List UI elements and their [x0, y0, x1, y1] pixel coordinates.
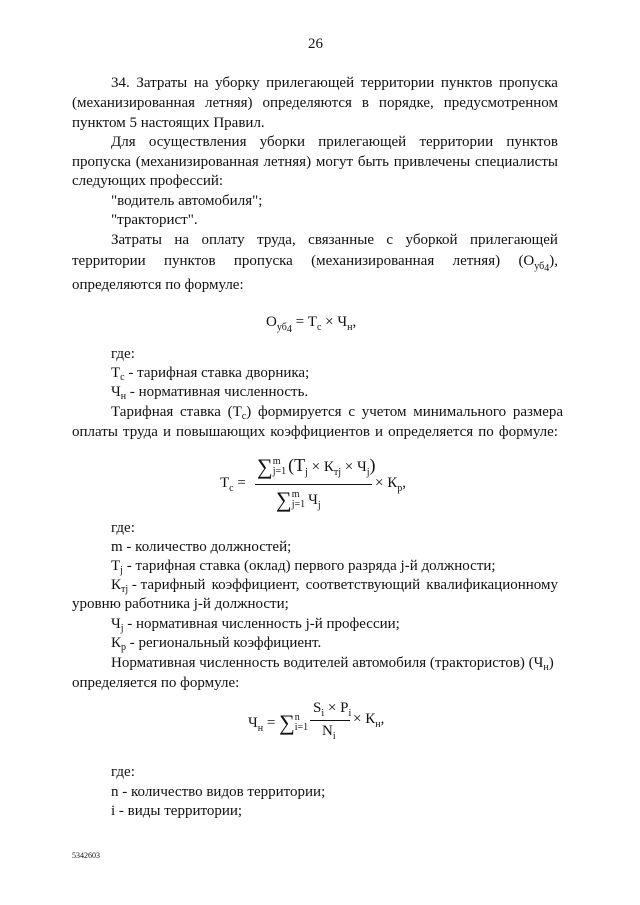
f3-sub: i — [348, 708, 352, 719]
word: труда — [122, 424, 158, 440]
f3-sub: н — [257, 723, 264, 734]
word: порядке, — [378, 95, 434, 111]
f3-p: P — [340, 700, 349, 716]
def-ktj-symbol — [111, 578, 205, 595]
def-sub: j — [120, 623, 124, 634]
word: Для — [111, 134, 136, 150]
f3-lhs-symbol: Ч — [248, 715, 258, 731]
f2-sub: с — [229, 483, 234, 494]
sum-symbol: ∑ — [279, 710, 295, 735]
f1-ch: Ч — [337, 314, 348, 330]
tariff-line1 — [111, 404, 564, 422]
def-n: n - количество видов территории; — [111, 784, 326, 800]
staff-line3: следующих профессий: — [72, 173, 224, 189]
f3-times: × — [327, 700, 337, 716]
word: (механизированная — [311, 253, 435, 269]
word: быть — [357, 154, 389, 170]
footer-code: 5342603 — [72, 851, 100, 860]
f2-lhs — [220, 476, 246, 494]
word: пропуска — [499, 75, 558, 91]
word: пропуска — [72, 154, 131, 170]
word: оплаты — [72, 424, 118, 440]
symbol-part: ), — [549, 253, 558, 269]
def-chj — [111, 617, 400, 634]
word: специалисты — [474, 154, 558, 170]
def-symbol: К — [111, 635, 122, 651]
word: оплату — [201, 232, 245, 248]
staff-line2 — [72, 155, 558, 170]
f2-sub: j — [305, 467, 308, 478]
f2-ch: Ч — [357, 459, 367, 475]
def-m: m - количество должностей; — [111, 539, 292, 555]
def-symbol: Ч — [111, 616, 121, 632]
def-sub: j — [120, 565, 123, 576]
word: Затраты — [111, 232, 162, 248]
f2-tail — [375, 476, 406, 494]
def-symbol: К — [111, 577, 122, 593]
sum-sup: m — [291, 489, 300, 500]
def-sub: р — [121, 642, 127, 653]
f1-times: × — [325, 314, 334, 330]
f2-k: К — [323, 459, 334, 475]
word: территории — [360, 75, 435, 91]
f2-end: , — [402, 475, 406, 491]
f3-s: S — [313, 700, 322, 716]
f3-eq: = — [266, 715, 276, 731]
word: пропуска — [233, 253, 293, 269]
f3-tail — [353, 712, 384, 730]
f2-sub: р — [397, 483, 403, 494]
word: соответствующий — [305, 577, 421, 593]
word: Затраты — [136, 75, 188, 91]
def-text: - нормативная численность j-й профессии; — [123, 616, 400, 632]
f3-fraction-bar — [310, 720, 350, 721]
costs-line2 — [72, 254, 558, 274]
word: определяется — [388, 424, 474, 440]
word: территории — [419, 134, 494, 150]
costs-line1 — [111, 233, 558, 248]
word: (механизированная — [72, 95, 196, 111]
p34-line3: пунктом 5 настоящих Правил. — [72, 115, 265, 131]
tariff-sub: с — [241, 411, 247, 422]
f3-kn: × К — [353, 711, 376, 727]
f2-kp: × К — [375, 475, 398, 491]
f3-end: , — [380, 711, 385, 727]
where-3: где: — [111, 764, 135, 780]
p34-line1 — [111, 76, 558, 91]
word: (механизированная — [135, 154, 259, 170]
f3-sub: i — [321, 708, 325, 719]
def-text: - тарифная ставка (оклад) первого разряда j-й должности; — [122, 558, 496, 574]
word: определяются — [262, 95, 352, 111]
norm-line1 — [111, 656, 554, 673]
f2-numerator — [257, 456, 376, 478]
def-text: - нормативная численность. — [126, 384, 309, 400]
f3-sub: i — [332, 731, 336, 742]
f2-sub: тj — [333, 467, 342, 478]
sum-sub: j=1 — [291, 499, 306, 510]
norm-text: ) — [548, 655, 554, 671]
f3-n: N — [322, 723, 333, 739]
f3-sub: н — [375, 719, 381, 730]
f2-close: ) — [369, 455, 376, 475]
word: могут — [315, 154, 354, 170]
f2-denominator — [276, 489, 321, 511]
word: прилегающей — [266, 75, 355, 91]
def-i: i - виды территории; — [111, 803, 243, 819]
staff-line1 — [111, 135, 558, 150]
symbol-sub: уб — [534, 261, 545, 272]
word: по — [478, 424, 494, 440]
def-symbol: Т — [111, 558, 121, 574]
def-ktj-line1 — [111, 578, 558, 595]
where-1: где: — [111, 346, 135, 362]
word: уборки — [259, 134, 305, 150]
tariff-line2 — [72, 425, 558, 440]
sum-limits — [292, 490, 305, 510]
word: летняя) — [263, 154, 312, 170]
f3-denominator — [322, 724, 336, 742]
word: уборкой — [405, 232, 458, 248]
word: и — [162, 424, 171, 440]
def-symbol: Ч — [111, 384, 121, 400]
f2-fraction-bar — [255, 484, 372, 485]
norm-sub: н — [543, 662, 549, 673]
word: 34. — [111, 75, 130, 91]
word: коэффициент, — [211, 577, 300, 593]
word: формуле: — [498, 424, 558, 440]
f3-numerator — [313, 701, 351, 719]
word: привлечены — [393, 154, 471, 170]
formula-1 — [266, 315, 356, 335]
f1-sub: уб — [276, 322, 287, 333]
f2-eq: = — [237, 475, 246, 491]
def-sub: с — [120, 372, 125, 383]
def-tc — [111, 366, 309, 383]
symbol-sub: 4 — [544, 263, 550, 274]
where-2: где: — [111, 520, 135, 536]
word: с — [386, 232, 394, 248]
def-sub: н — [120, 391, 127, 402]
norm-line2: определяется по формуле: — [72, 675, 240, 691]
sum-sup: m — [272, 456, 281, 467]
word: территории — [72, 253, 146, 269]
f2-sub: j — [366, 467, 370, 478]
word: на — [174, 232, 190, 248]
def-chn — [111, 385, 308, 402]
profession-1: "водитель автомобиля"; — [111, 193, 263, 209]
word: пунктов — [506, 134, 558, 150]
def-tj — [111, 559, 496, 576]
sum-sub: i=1 — [294, 722, 309, 733]
f3-lhs — [248, 712, 308, 734]
sum-symbol: ∑ — [257, 454, 273, 479]
symbol-part: (О — [518, 253, 535, 269]
profession-2: "тракторист". — [111, 212, 198, 228]
word: предусмотренном — [443, 95, 558, 111]
word: коэффициентов — [270, 424, 370, 440]
tariff-text: Тарифная ставка (Т — [111, 404, 242, 420]
word: пунктов — [163, 253, 216, 269]
f1-sub: 4 — [286, 324, 292, 335]
f1-lhs: О — [266, 314, 277, 330]
def-kp — [111, 636, 321, 653]
def-text: - региональный коэффициент. — [126, 635, 322, 651]
f2-times: × — [344, 459, 354, 475]
word: - тарифный — [131, 577, 206, 593]
sum-limits — [295, 713, 308, 733]
f2-times: × — [311, 459, 321, 475]
word: в — [361, 95, 369, 111]
word: на — [193, 75, 209, 91]
word: летняя) — [205, 95, 253, 111]
f2-sub: j — [317, 500, 321, 511]
tariff-text: ) формируется с учетом минимального размера — [246, 404, 564, 420]
f1-sub: с — [316, 322, 322, 333]
def-sub: тj — [121, 584, 129, 595]
word: прилегающей — [318, 134, 407, 150]
sum-limits — [273, 457, 286, 477]
f2-den-ch: Ч — [308, 492, 318, 508]
word: и — [374, 424, 383, 440]
def-ktj-line2: уровню работника j-й должности; — [72, 596, 289, 612]
def-text: - тарифная ставка дворника; — [124, 365, 310, 381]
word: квалификационному — [426, 577, 558, 593]
word: уборку — [215, 75, 260, 91]
f1-sub: н — [347, 322, 353, 333]
word: пунктов — [440, 75, 493, 91]
f2-lhs-symbol: Т — [220, 475, 230, 491]
word: летняя) — [452, 253, 501, 269]
sum-sub: j=1 — [272, 466, 287, 477]
word: прилегающей — [469, 232, 558, 248]
page-number: 26 — [308, 36, 323, 52]
f1-end: , — [352, 314, 357, 330]
f1-rhs: = Т — [295, 314, 317, 330]
sum-sup: n — [294, 712, 300, 723]
costs-line3: определяются по формуле: — [72, 277, 244, 293]
word: осуществления — [148, 134, 247, 150]
f2-num-body: (Т — [288, 455, 306, 475]
word: повышающих — [176, 424, 266, 440]
word: труда, — [257, 232, 296, 248]
symbol-oub4 — [518, 254, 558, 274]
norm-text: Нормативная численность водителей автомобиля (трактористов) (Ч — [111, 655, 544, 671]
def-symbol: Т — [111, 365, 121, 381]
word: связанные — [308, 232, 374, 248]
sum-symbol: ∑ — [276, 487, 292, 512]
p34-line2 — [72, 96, 558, 111]
